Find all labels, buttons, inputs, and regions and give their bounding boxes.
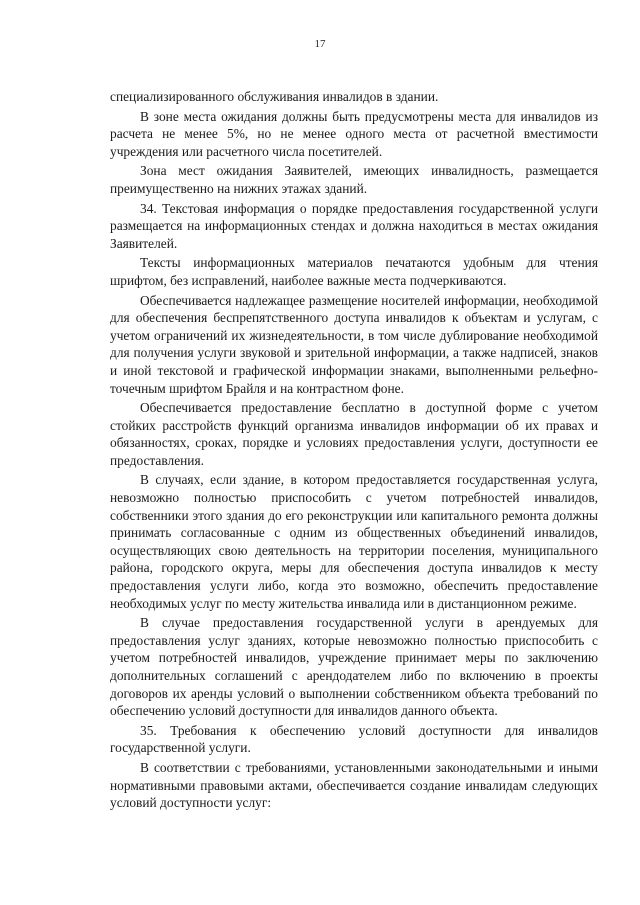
paragraph: Тексты информационных материалов печатаются удобным для чтения шрифтом, без исправлений, наиболее важные места подчеркиваются.: [110, 255, 598, 288]
paragraph: Обеспечивается предоставление бесплатно в доступной форме с учетом стойких расстройств функций организма инвалидов информации об их правах и обязанностях, сроках, порядке и условиях предоставления услуги, доступности ее предоставления.: [110, 400, 598, 468]
paragraph: 34. Текстовая информация о порядке предоставления государственной услуги размещается на информационных стендах и должна находиться в местах ожидания Заявителей.: [110, 200, 598, 251]
paragraph: В случае предоставления государственной услуги в арендуемых для предоставления услуг зданиях, которые невозможно полностью приспособить с учетом потребностей инвалидов, учреждение принимает меры по заключению дополнительных соглашений с арендодателем либо по включению в проекты договоров их аренды условий о выполнении собственником объекта требований по обеспечению условий доступности для инвалидов данного объекта.: [110, 615, 598, 719]
paragraph: Зона мест ожидания Заявителей, имеющих инвалидность, размещается преимущественно на нижних этажах зданий.: [110, 163, 598, 196]
paragraph: Обеспечивается надлежащее размещение носителей информации, необходимой для обеспечения беспрепятственного доступа инвалидов к объектам и услугам, с учетом ограничений их жизнедеятельности, в том числе дублирование необходимой для получения услуги звуковой и зрительной информации, а также надписей, знаков и иной текстовой и графической информации знаками, выполненными рельефно-точечным шрифтом Брайля и на контрастном фоне.: [110, 292, 598, 396]
paragraph: 35. Требования к обеспечению условий доступности для инвалидов государственной услуги.: [110, 722, 598, 756]
paragraph: В зоне места ожидания должны быть предусмотрены места для инвалидов из расчета не менее 5%, но не менее одного места от расчетной вместимости учреждения или расчетного числа посетителей.: [110, 108, 598, 159]
paragraph: специализированного обслуживания инвалидов в здании.: [110, 89, 439, 104]
paragraph: В случаях, если здание, в котором предоставляется государственная услуга, невозможно полностью приспособить с учетом потребностей инвалидов, собственники этого здания до его реконструкции или капитального ремонта должны принимать согласованные с одним из общественных объединений инвалидов, осуществляющих свою деятельность на территории поселения, муниципального района, городского округа, меры для обеспечения доступа инвалидов к месту предоставления услуги либо, когда это возможно, обеспечить предоставление необходимых услуг по месту жительства инвалида или в дистанционном режиме.: [110, 472, 598, 611]
document-body: [110, 88, 598, 814]
page-number: 17: [314, 38, 326, 50]
paragraph: В соответствии с требованиями, установленными законодательными и иными нормативными правовыми актами, обеспечивается создание инвалидам следующих условий доступности услуг:: [110, 759, 598, 811]
